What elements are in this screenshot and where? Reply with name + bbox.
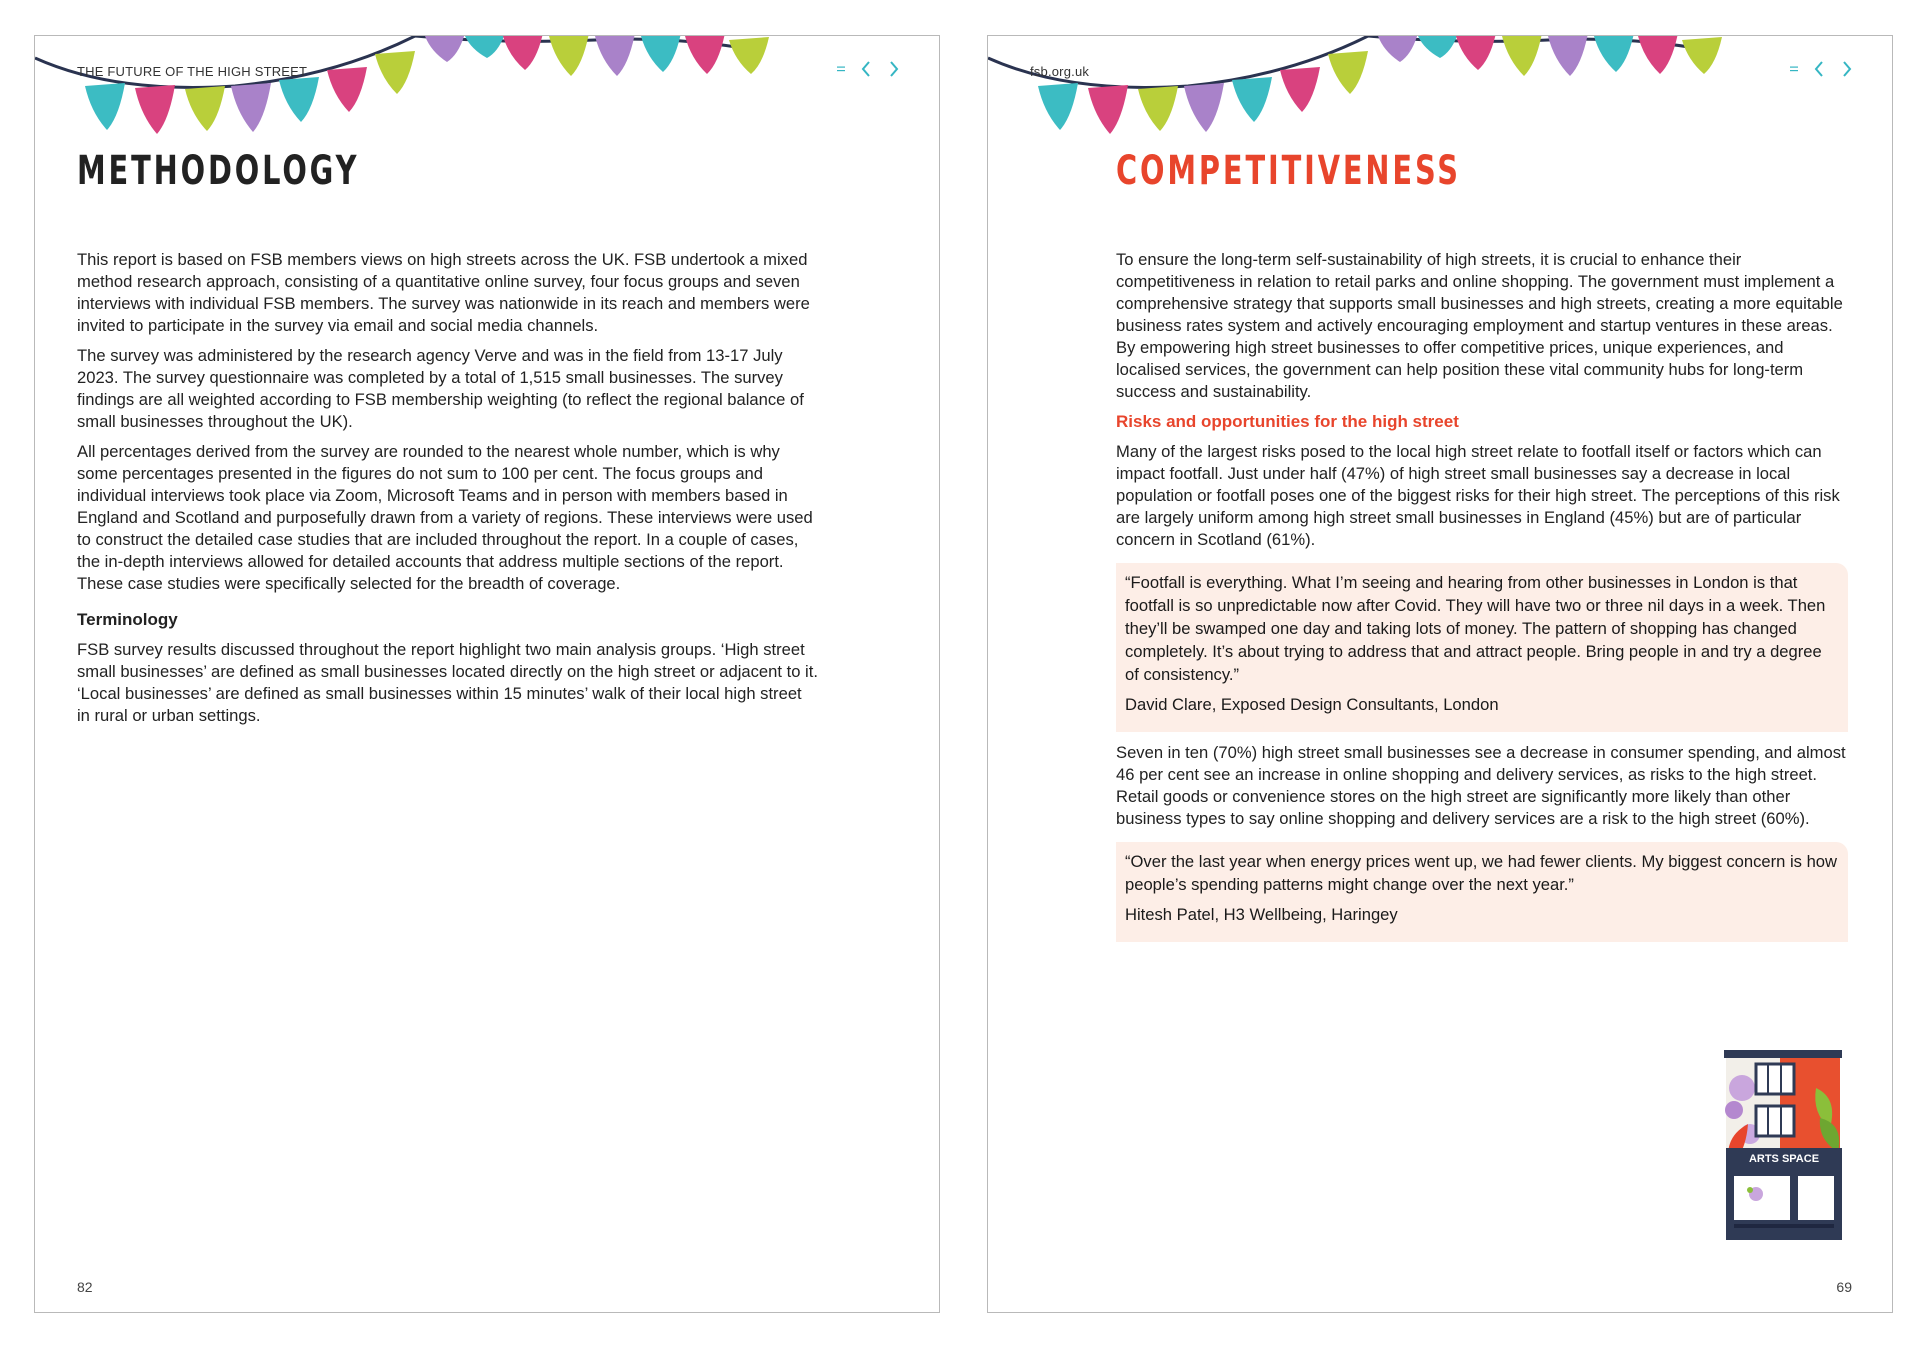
quote-text: “Footfall is everything. What I’m seeing and hearing from other businesses in London is that footfall is so unpredictable now after Covid. They will have two or three nil days in a week. Then they’ll be swamped one day and taking lots of money. The pattern of shopping has changed completely. It’s about trying to address that and attract people. Bring people in and try a degree of consistency.”: [1125, 573, 1826, 684]
bunting-flag: [1548, 36, 1588, 76]
bunting-flag: [1378, 36, 1418, 62]
paragraph: This report is based on FSB members views on high streets across the UK. FSB undertook a mixed method research approach, consisting of a quantitative online survey, four focus groups and seven interviews with individual FSB members. The survey was nationwide in its reach and members were invited to participate in the survey via email and social media channels.: [77, 250, 810, 335]
bunting-flag: [327, 67, 367, 112]
bunting-flag: [1138, 86, 1178, 131]
quote-attribution: Hitesh Patel, H3 Wellbeing, Haringey: [1125, 905, 1398, 924]
bunting-flag: [1328, 51, 1368, 94]
page-navigation: [835, 58, 903, 80]
bunting-flag: [185, 86, 225, 131]
bunting-flag: [1418, 36, 1458, 58]
bunting-flag: [1502, 36, 1542, 76]
methodology-body: [77, 249, 819, 735]
competitiveness-body: [1116, 249, 1848, 952]
bunting-flag: [465, 36, 505, 58]
page-number: 82: [77, 1279, 93, 1295]
left-page: [34, 35, 940, 1313]
quote-box: [1116, 842, 1848, 942]
page-navigation: [1788, 58, 1856, 80]
paragraph: To ensure the long-term self-sustainability of high streets, it is crucial to enhance their competitiveness in relation to retail parks and online shopping. The government must implement a comprehensive strategy that supports small businesses and high streets, creating a more equitable business rates system and actively encouraging employment and startup ventures in these areas. By empowering high street businesses to offer competitive prices, unique experiences, and localised services, the government can help position these vital community hubs for long-term success and sustainability.: [1116, 250, 1843, 401]
quote-attribution: David Clare, Exposed Design Consultants, London: [1125, 695, 1499, 714]
quote-box: [1116, 563, 1848, 732]
bunting-flag: [1682, 37, 1722, 74]
menu-icon[interactable]: [1788, 58, 1800, 80]
bunting-flag: [685, 36, 725, 74]
running-head: fsb.org.uk: [1030, 64, 1090, 79]
bunting-flag: [1280, 67, 1320, 112]
bunting-flag: [1088, 85, 1128, 134]
bunting-flag: [425, 36, 465, 62]
chevron-right-icon[interactable]: [885, 58, 903, 80]
bunting-flag: [1456, 36, 1496, 70]
bunting-flag: [375, 51, 415, 94]
paragraph: The survey was administered by the research agency Verve and was in the field from 13-17 July 2023. The survey questionnaire was completed by a total of 1,515 small businesses. The survey findings are all weighted according to FSB membership weighting (to reflect the regional balance of small businesses throughout the UK).: [77, 346, 804, 431]
bunting-flag: [1184, 83, 1224, 132]
page-title: METHODOLOGY: [77, 148, 360, 194]
chevron-left-icon[interactable]: [857, 58, 875, 80]
bunting-flag: [1038, 83, 1078, 130]
bunting-flag: [85, 83, 125, 130]
bunting-flag: [1232, 77, 1272, 122]
menu-icon[interactable]: [835, 58, 847, 80]
running-head: THE FUTURE OF THE HIGH STREET: [77, 64, 308, 79]
quote-text: “Over the last year when energy prices went up, we had fewer clients. My biggest concern is how people’s spending patterns might change over the next year.”: [1125, 852, 1838, 894]
right-page: [987, 35, 1893, 1313]
bunting-flag: [135, 85, 175, 134]
paragraph: Seven in ten (70%) high street small businesses see a decrease in consumer spending, and almost 46 per cent see an increase in online shopping and delivery services, as risks to the high street. Retail goods or convenience stores on the high street are significantly more likely than other business types to say online shopping and delivery services are a risk to the high street (60%).: [1116, 743, 1846, 828]
bunting-flag: [231, 83, 271, 132]
bunting-flag: [279, 77, 319, 122]
terminology-heading: Terminology: [77, 610, 178, 629]
chevron-right-icon[interactable]: [1838, 58, 1856, 80]
bunting-flag: [1638, 36, 1678, 74]
shopfront-illustration: [1720, 1048, 1850, 1263]
paragraph: FSB survey results discussed throughout the report highlight two main analysis groups. ‘High street small businesses’ are defined as small businesses located directly on the high street or adjacent to it. ‘Local businesses’ are defined as small businesses within 15 minutes’ walk of their local high street in rural or urban settings.: [77, 640, 818, 725]
chevron-left-icon[interactable]: [1810, 58, 1828, 80]
bunting-flag: [549, 36, 589, 76]
risks-heading: Risks and opportunities for the high street: [1116, 412, 1459, 431]
bunting-flag: [1594, 36, 1634, 72]
bunting-flag: [641, 36, 681, 72]
bunting-flag: [729, 37, 769, 74]
bunting-flag: [595, 36, 635, 76]
paragraph: Many of the largest risks posed to the local high street relate to footfall itself or factors which can impact footfall. Just under half (47%) of high street small businesses say a decrease in local population or footfall poses one of the biggest risks for their high street. The perceptions of this risk are largely uniform among high street small businesses in England (45%) but are of particular concern in Scotland (61%).: [1116, 442, 1840, 549]
page-title: COMPETITIVENESS: [1116, 148, 1461, 194]
bunting-flag: [503, 36, 543, 70]
page-number: 69: [1836, 1279, 1852, 1295]
shop-sign-text: ARTS SPACE: [1748, 1153, 1820, 1165]
paragraph: All percentages derived from the survey are rounded to the nearest whole number, which is why some percentages presented in the figures do not sum to 100 per cent. The focus groups and individual interviews took place via Zoom, Microsoft Teams and in person with members based in England and Scotland and purposefully drawn from a variety of regions. These interviews were used to construct the detailed case studies that are included throughout the report. In a couple of cases, the in-depth interviews allowed for detailed accounts that address multiple sections of the report. These case studies were specifically selected for the breadth of coverage.: [77, 442, 813, 593]
